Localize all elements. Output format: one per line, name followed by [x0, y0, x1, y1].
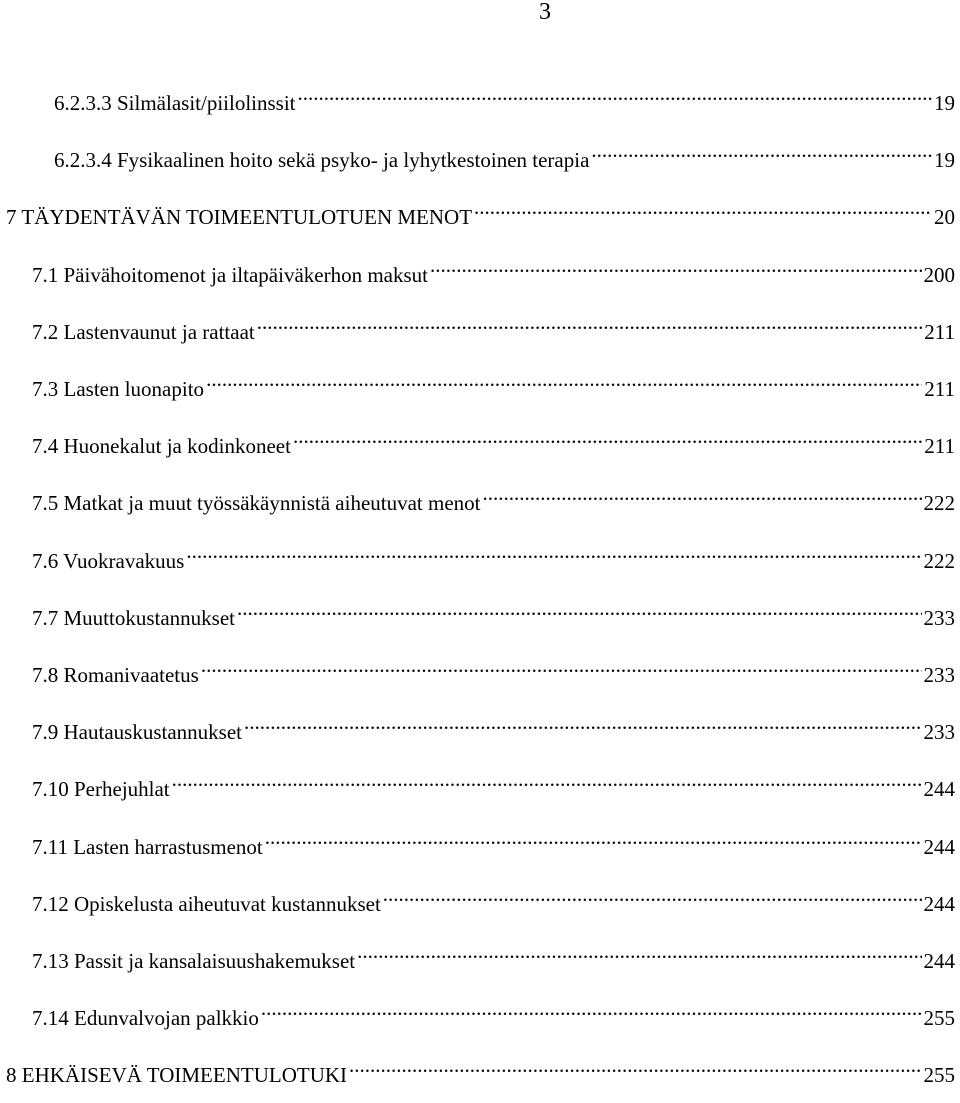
- toc-entry-title: 7.11 Lasten harrastusmenot: [32, 834, 263, 859]
- toc-entry-title: 7.1 Päivähoitomenot ja iltapäiväkerhon maksut: [32, 262, 428, 287]
- toc-dot-leader: [237, 595, 922, 625]
- toc-entry-title: 7 TÄYDENTÄVÄN TOIMEENTULOTUEN MENOT: [6, 205, 473, 230]
- toc-entry-page-number: 19: [934, 91, 955, 115]
- toc-dot-leader: [206, 366, 922, 396]
- toc-entry-page-number: 233: [923, 663, 955, 687]
- toc-dot-leader: [244, 709, 922, 739]
- toc-entry[interactable]: [32, 938, 955, 973]
- toc-entry-page-number: 244: [923, 949, 955, 973]
- toc-entry[interactable]: [32, 366, 955, 401]
- toc-entry[interactable]: [32, 709, 955, 745]
- toc-entry-title: 7.10 Perhejuhlat: [32, 777, 170, 802]
- toc-entry-title: 7.8 Romanivaatetus: [32, 663, 199, 687]
- toc-entry-page-number: 244: [923, 834, 955, 859]
- toc-entry-page-number: 222: [923, 548, 955, 573]
- toc-entry[interactable]: [32, 652, 955, 687]
- toc-entry[interactable]: [32, 595, 955, 630]
- toc-entry[interactable]: [6, 194, 955, 230]
- toc-entry-page-number: 211: [924, 377, 955, 401]
- toc-dot-leader: [483, 480, 922, 510]
- toc-entry-title: 7.5 Matkat ja muut työssäkäynnistä aiheutuvat menot: [32, 491, 481, 516]
- toc-entry-title: 7.7 Muuttokustannukset: [32, 605, 235, 630]
- toc-entry-page-number: 244: [923, 777, 955, 802]
- toc-entry-title: 7.9 Hautauskustannukset: [32, 720, 242, 745]
- toc-entry-page-number: 255: [923, 1063, 955, 1088]
- toc-dot-leader: [293, 423, 922, 453]
- toc-dot-leader: [257, 309, 923, 339]
- toc-entry-title: 7.2 Lastenvaunut ja rattaat: [32, 319, 255, 344]
- toc-entry-page-number: 211: [924, 319, 955, 344]
- toc-entry[interactable]: [32, 423, 955, 459]
- toc-dot-leader: [201, 652, 922, 682]
- page-number: 3: [539, 0, 551, 25]
- toc-entry[interactable]: [54, 80, 955, 115]
- toc-entry-title: 7.12 Opiskelusta aiheutuvat kustannukset: [32, 891, 381, 916]
- toc-dot-leader: [591, 137, 932, 167]
- toc-entry-title: 7.13 Passit ja kansalaisuushakemukset: [32, 949, 356, 973]
- toc-entry[interactable]: [32, 252, 955, 287]
- toc-dot-leader: [357, 938, 921, 968]
- toc-dot-leader: [261, 995, 922, 1025]
- toc-entry-page-number: 255: [923, 1006, 955, 1031]
- toc-entry-page-number: 200: [923, 262, 955, 287]
- toc-entry[interactable]: [6, 1052, 955, 1088]
- toc-entry[interactable]: [32, 766, 955, 802]
- toc-entry-page-number: 233: [923, 605, 955, 630]
- toc-entry-page-number: 19: [934, 148, 955, 173]
- toc-entry[interactable]: [32, 995, 955, 1031]
- toc-entry-page-number: 211: [924, 434, 955, 459]
- toc-entry-title: 8 EHKÄISEVÄ TOIMEENTULOTUKI: [6, 1063, 348, 1088]
- toc-entry-page-number: 244: [923, 891, 955, 916]
- toc-dot-leader: [349, 1052, 921, 1082]
- toc-dot-leader: [474, 194, 932, 224]
- toc-dot-leader: [383, 881, 922, 911]
- toc-dot-leader: [265, 824, 922, 854]
- toc-entry-title: 7.6 Vuokravakuus: [32, 548, 185, 573]
- toc-entry-title: 7.3 Lasten luonapito: [32, 377, 205, 401]
- toc-entry-page-number: 222: [923, 491, 955, 516]
- toc-entry[interactable]: [32, 538, 955, 573]
- toc-entry[interactable]: [32, 309, 955, 344]
- toc-entry-title: 7.4 Huonekalut ja kodinkoneet: [32, 434, 291, 459]
- toc-entry[interactable]: [54, 137, 955, 173]
- toc-entry-page-number: 233: [923, 720, 955, 745]
- toc-dot-leader: [430, 252, 922, 282]
- toc-entry-title: 7.14 Edunvalvojan palkkio: [32, 1006, 259, 1031]
- toc-dot-leader: [172, 766, 922, 796]
- toc-entry[interactable]: [32, 480, 955, 516]
- toc-dot-leader: [186, 538, 921, 568]
- toc-entry-title: 6.2.3.3 Silmälasit/piilolinssit: [54, 91, 296, 115]
- toc-entry-page-number: 20: [934, 205, 955, 230]
- toc-dot-leader: [298, 80, 932, 110]
- toc-entry[interactable]: [32, 881, 955, 916]
- toc-entry-title: 6.2.3.4 Fysikaalinen hoito sekä psyko- ja lyhytkestoinen terapia: [54, 148, 590, 173]
- toc-entry[interactable]: [32, 824, 955, 859]
